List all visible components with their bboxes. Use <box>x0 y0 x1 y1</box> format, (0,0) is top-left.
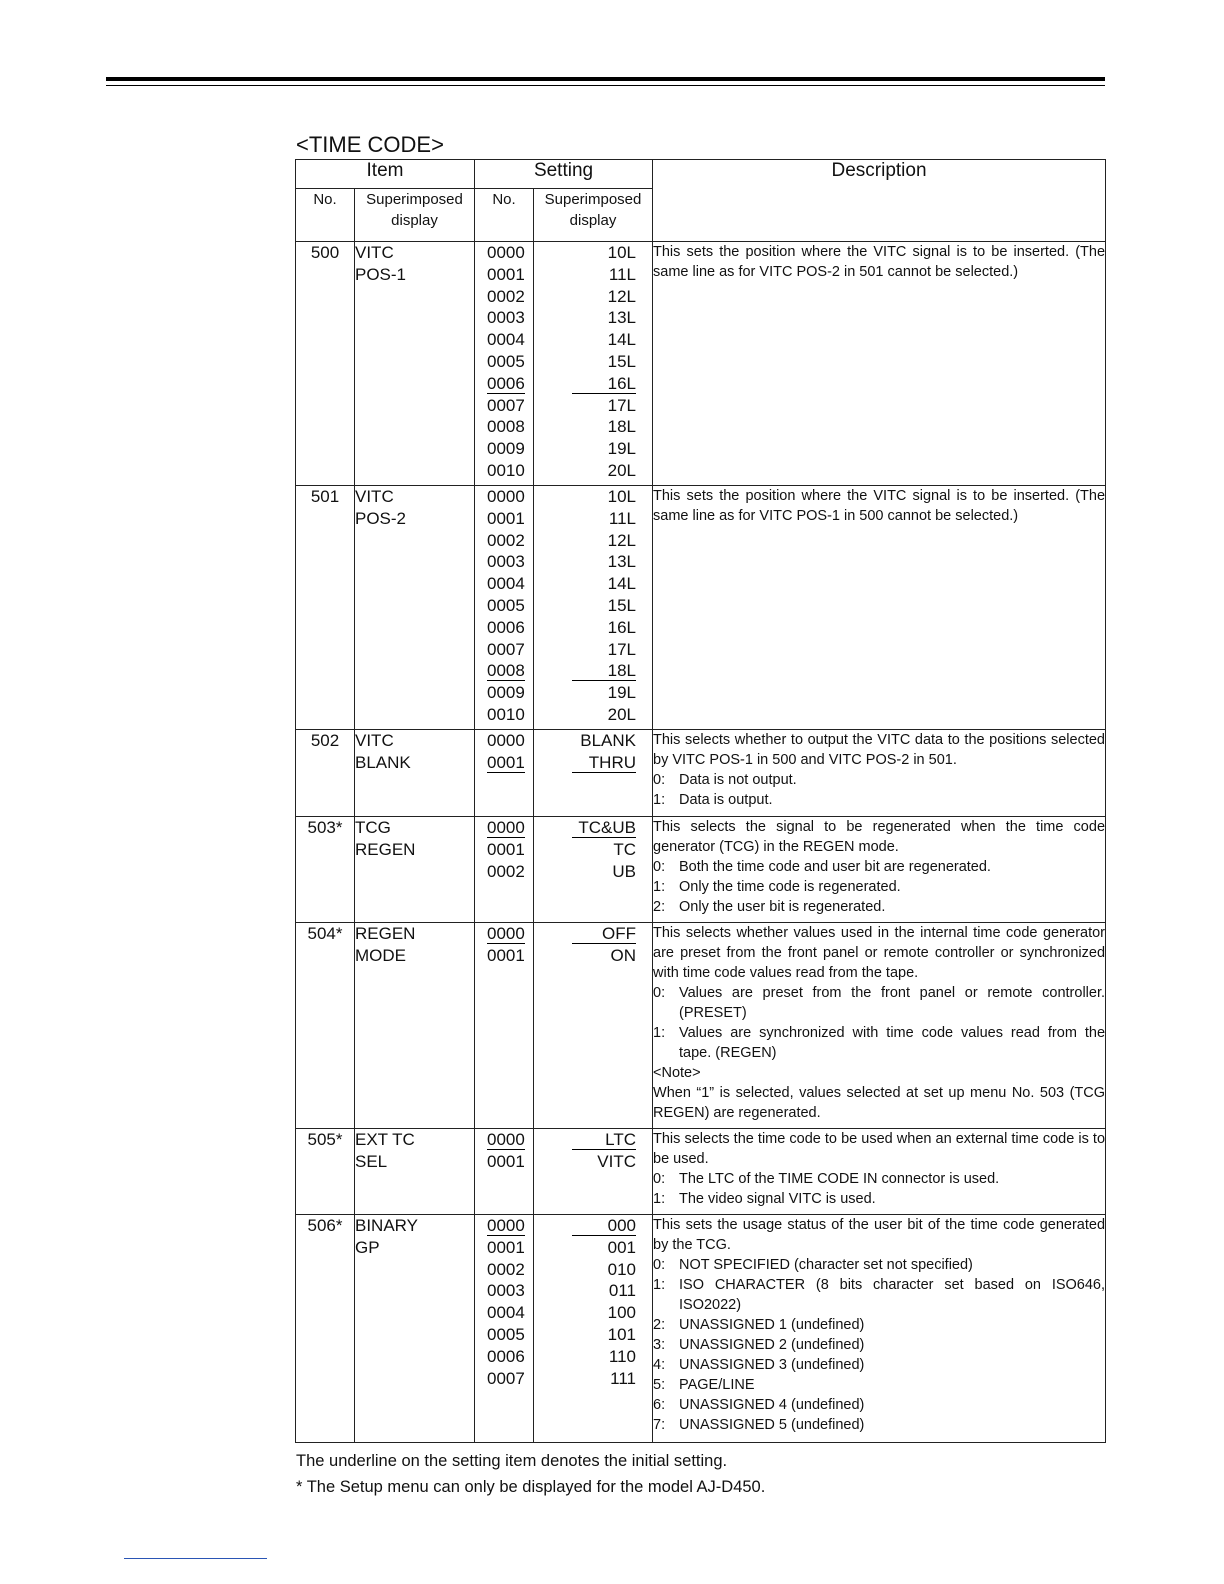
setting-display: 10L <box>607 487 637 506</box>
row-setting-display <box>534 242 653 486</box>
setting-display: 12L <box>607 286 637 306</box>
setting-display: THRU <box>572 753 636 773</box>
option-text: Data is not output. <box>679 772 797 788</box>
item-display-line: VITC <box>355 243 394 262</box>
table-row <box>296 1215 1106 1443</box>
description-option <box>653 1335 1105 1355</box>
description-text: This selects the time code to be used when an external time code is to be used. <box>653 1131 1106 1167</box>
setting-no: 0007 <box>487 1368 525 1388</box>
setting-no: 0010 <box>487 460 525 480</box>
option-text: The video signal VITC is used. <box>679 1191 876 1207</box>
option-text: Only the user bit is regenerated. <box>679 899 886 915</box>
setting-display: TC <box>613 839 637 859</box>
row-item-no: 502 <box>296 730 355 817</box>
row-item-display <box>355 730 475 817</box>
setting-no: 0001 <box>487 839 525 859</box>
description-option <box>653 1315 1105 1335</box>
row-setting-display <box>534 923 653 1129</box>
setting-display: LTC <box>572 1130 636 1150</box>
option-text: Both the time code and user bit are regenerated. <box>679 859 991 875</box>
description-note: <Note> <box>653 1065 701 1081</box>
setting-no: 0002 <box>487 530 525 550</box>
setting-no: 0009 <box>487 439 525 459</box>
row-description <box>653 923 1106 1129</box>
option-key: 0: <box>653 1171 666 1187</box>
header-rule-thick <box>106 77 1105 81</box>
table-row <box>296 1129 1106 1215</box>
row-setting-display <box>534 1129 653 1215</box>
setting-display: ON <box>610 945 637 965</box>
header-item-no: No. <box>296 189 355 242</box>
description-note: When “1” is selected, values selected at set up menu No. 503 (TCG REGEN) are regenerated. <box>653 1085 1106 1121</box>
row-item-display <box>355 923 475 1129</box>
setting-display: 111 <box>610 1368 637 1388</box>
row-setting-no <box>475 730 534 817</box>
setting-no: 0000 <box>487 924 525 943</box>
setting-display: 15L <box>607 351 637 371</box>
setting-no: 0006 <box>487 1346 525 1366</box>
setting-display: TC&UB <box>572 818 636 838</box>
setting-no: 0005 <box>487 1324 525 1344</box>
description-text: This selects whether to output the VITC data to the positions selected by VITC POS-1 in 500 and VITC POS-2 in 501. <box>653 732 1106 768</box>
setting-display: VITC <box>597 1151 637 1171</box>
setting-no: 0009 <box>487 683 525 703</box>
option-key: 2: <box>653 1317 666 1333</box>
option-text: Only the time code is regenerated. <box>679 879 901 895</box>
setting-no: 0001 <box>487 752 525 772</box>
option-key: 0: <box>653 1257 666 1273</box>
row-setting-display <box>534 730 653 817</box>
table-row <box>296 486 1106 730</box>
row-item-display <box>355 1215 475 1443</box>
setting-no: 0001 <box>487 945 525 965</box>
row-description <box>653 242 1106 486</box>
description-option <box>653 770 1105 790</box>
description-option <box>653 1355 1105 1375</box>
description-text: This sets the position where the VITC signal is to be inserted. (The same line as for VITC POS-1 in 500 cannot be selected.) <box>653 488 1106 524</box>
description-option <box>653 1189 1105 1209</box>
section-title: <TIME CODE> <box>296 132 444 157</box>
description-text: This sets the position where the VITC signal is to be inserted. (The same line as for VITC POS-2 in 501 cannot be selected.) <box>653 244 1106 280</box>
item-display-line: VITC <box>355 487 394 506</box>
row-setting-no <box>475 1129 534 1215</box>
row-setting-no <box>475 1215 534 1443</box>
description-option <box>653 897 1105 917</box>
time-code-table <box>295 159 1106 1443</box>
setting-display: 19L <box>607 439 637 459</box>
description-option <box>653 790 1105 810</box>
setting-no: 0006 <box>487 373 525 393</box>
setting-display: 19L <box>607 683 637 703</box>
setting-display: 110 <box>608 1346 637 1366</box>
setting-no: 0008 <box>487 661 525 681</box>
setting-display: 101 <box>607 1324 637 1344</box>
bottom-link-line <box>124 1558 267 1559</box>
row-item-no: 503* <box>296 817 355 923</box>
item-display-line: BINARY <box>355 1216 418 1235</box>
row-setting-no <box>475 817 534 923</box>
setting-no: 0001 <box>487 1151 525 1171</box>
description-option <box>653 1375 1105 1395</box>
setting-no: 0000 <box>487 1216 525 1235</box>
option-key: 3: <box>653 1337 666 1353</box>
option-key: 1: <box>653 792 666 808</box>
setting-no: 0002 <box>487 286 525 306</box>
row-setting-display <box>534 817 653 923</box>
option-key: 6: <box>653 1397 666 1413</box>
row-setting-no <box>475 486 534 730</box>
row-item-display <box>355 817 475 923</box>
item-display-line: SEL <box>355 1152 388 1171</box>
header-setting: Setting <box>475 160 653 189</box>
header-item: Item <box>296 160 475 189</box>
setting-no: 0002 <box>487 1259 525 1279</box>
setting-no: 0000 <box>487 818 525 837</box>
setting-no: 0007 <box>487 639 525 659</box>
setting-no: 0004 <box>487 330 525 350</box>
item-display-line: GP <box>355 1238 380 1257</box>
row-description <box>653 1129 1106 1215</box>
option-key: 1: <box>653 1191 666 1207</box>
setting-display: 17L <box>607 639 637 659</box>
setting-display: 11L <box>608 264 637 284</box>
footnote-underline: The underline on the setting item denotes the initial setting. <box>296 1452 728 1470</box>
setting-display: 17L <box>607 395 637 415</box>
setting-display: 100 <box>607 1303 637 1323</box>
setting-no: 0001 <box>487 264 525 284</box>
setting-no: 0005 <box>487 351 525 371</box>
row-description <box>653 730 1106 817</box>
setting-display: 10L <box>607 243 637 262</box>
setting-no: 0004 <box>487 1303 525 1323</box>
option-key: 1: <box>653 1277 666 1293</box>
table-row <box>296 730 1106 817</box>
row-item-no: 505* <box>296 1129 355 1215</box>
option-text: The LTC of the TIME CODE IN connector is used. <box>679 1171 1000 1187</box>
setting-no: 0000 <box>487 1130 525 1149</box>
option-text: UNASSIGNED 5 (undefined) <box>679 1417 865 1433</box>
setting-no: 0000 <box>487 731 525 750</box>
header-setting-no: No. <box>475 189 534 242</box>
description-option <box>653 1023 1105 1063</box>
row-item-display <box>355 1129 475 1215</box>
setting-display: 14L <box>607 574 637 594</box>
setting-display: 16L <box>607 617 637 637</box>
item-display-line: BLANK <box>355 753 411 772</box>
setting-no: 0003 <box>487 1281 525 1301</box>
option-key: 1: <box>653 1025 666 1041</box>
row-item-display <box>355 242 475 486</box>
option-key: 0: <box>653 772 666 788</box>
setting-display: 15L <box>607 595 637 615</box>
row-description <box>653 486 1106 730</box>
row-item-no: 504* <box>296 923 355 1129</box>
option-key: 0: <box>653 859 666 875</box>
setting-no: 0004 <box>487 574 525 594</box>
description-option <box>653 1415 1105 1435</box>
header-item-display: Superimposed display <box>355 189 475 242</box>
option-key: 5: <box>653 1377 666 1393</box>
item-display-line: POS-1 <box>355 265 407 284</box>
option-text: ISO CHARACTER (8 bits character set based on ISO646, ISO2022) <box>679 1277 1106 1313</box>
item-display-line: MODE <box>355 946 406 965</box>
description-option <box>653 983 1105 1023</box>
setting-display: 14L <box>607 330 637 350</box>
row-item-no: 500 <box>296 242 355 486</box>
setting-display: 13L <box>607 552 637 572</box>
setting-display: 11L <box>608 508 637 528</box>
setting-display: 12L <box>607 530 637 550</box>
setting-display: UB <box>612 861 637 881</box>
item-display-line: REGEN <box>355 840 416 859</box>
footnote-model: * The Setup menu can only be displayed for the model AJ-D450. <box>296 1478 766 1496</box>
row-setting-display <box>534 486 653 730</box>
setting-display: 18L <box>572 661 636 681</box>
setting-display: 011 <box>608 1281 637 1301</box>
description-option <box>653 877 1105 897</box>
table-row <box>296 923 1106 1129</box>
setting-no: 0003 <box>487 308 525 328</box>
header-rule-thin <box>106 85 1105 86</box>
description-option <box>653 857 1105 877</box>
option-key: 0: <box>653 985 666 1001</box>
row-item-no: 501 <box>296 486 355 730</box>
setting-display: OFF <box>572 924 636 944</box>
option-text: PAGE/LINE <box>679 1377 755 1393</box>
description-text: This sets the usage status of the user bit of the time code generated by the TCG. <box>653 1217 1106 1253</box>
setting-no: 0010 <box>487 704 525 724</box>
row-description <box>653 817 1106 923</box>
table-body <box>296 242 1106 1443</box>
setting-no: 0008 <box>487 417 525 437</box>
setting-display: 18L <box>607 417 637 437</box>
description-option <box>653 1395 1105 1415</box>
setting-no: 0005 <box>487 595 525 615</box>
option-key: 4: <box>653 1357 666 1373</box>
option-key: 7: <box>653 1417 666 1433</box>
description-text: This selects whether values used in the internal time code generator are preset from the front panel or remote controller or synchronized with time code values read from the tape. <box>653 925 1106 981</box>
description-text: This selects the signal to be regenerated when the time code generator (TCG) in the REGEN mode. <box>653 819 1106 855</box>
row-description <box>653 1215 1106 1443</box>
option-key: 2: <box>653 899 666 915</box>
setting-no: 0001 <box>487 1237 525 1257</box>
setting-display: 20L <box>607 704 637 724</box>
item-display-line: POS-2 <box>355 509 407 528</box>
setting-display: 16L <box>572 374 636 394</box>
option-text: UNASSIGNED 2 (undefined) <box>679 1337 865 1353</box>
setting-display: 20L <box>607 460 637 480</box>
option-text: UNASSIGNED 4 (undefined) <box>679 1397 865 1413</box>
setting-display: 13L <box>607 308 637 328</box>
setting-display: 001 <box>607 1237 637 1257</box>
row-setting-display <box>534 1215 653 1443</box>
table-row <box>296 817 1106 923</box>
setting-no: 0007 <box>487 395 525 415</box>
setting-display: 000 <box>572 1216 636 1236</box>
setting-no: 0001 <box>487 508 525 528</box>
option-text: UNASSIGNED 1 (undefined) <box>679 1317 865 1333</box>
setting-no: 0000 <box>487 243 525 262</box>
description-option <box>653 1275 1105 1315</box>
setting-display: BLANK <box>580 731 637 750</box>
option-key: 1: <box>653 879 666 895</box>
setting-display: 010 <box>607 1259 637 1279</box>
option-text: NOT SPECIFIED (character set not specified) <box>679 1257 973 1273</box>
header-setting-display: Superimposed display <box>534 189 653 242</box>
header-description: Description <box>653 160 1106 242</box>
item-display-line: VITC <box>355 731 394 750</box>
setting-no: 0002 <box>487 861 525 881</box>
item-display-line: EXT TC <box>355 1130 415 1149</box>
setting-no: 0003 <box>487 552 525 572</box>
row-setting-no <box>475 242 534 486</box>
item-display-line: REGEN <box>355 924 416 943</box>
option-text: Values are preset from the front panel or remote controller. (PRESET) <box>679 985 1106 1021</box>
item-display-line: TCG <box>355 818 391 837</box>
option-text: Data is output. <box>679 792 773 808</box>
setting-no: 0000 <box>487 487 525 506</box>
row-item-display <box>355 486 475 730</box>
setting-no: 0006 <box>487 617 525 637</box>
description-option <box>653 1255 1105 1275</box>
row-item-no: 506* <box>296 1215 355 1443</box>
table-row <box>296 242 1106 486</box>
option-text: UNASSIGNED 3 (undefined) <box>679 1357 865 1373</box>
description-option <box>653 1169 1105 1189</box>
row-setting-no <box>475 923 534 1129</box>
option-text: Values are synchronized with time code values read from the tape. (REGEN) <box>679 1025 1106 1061</box>
